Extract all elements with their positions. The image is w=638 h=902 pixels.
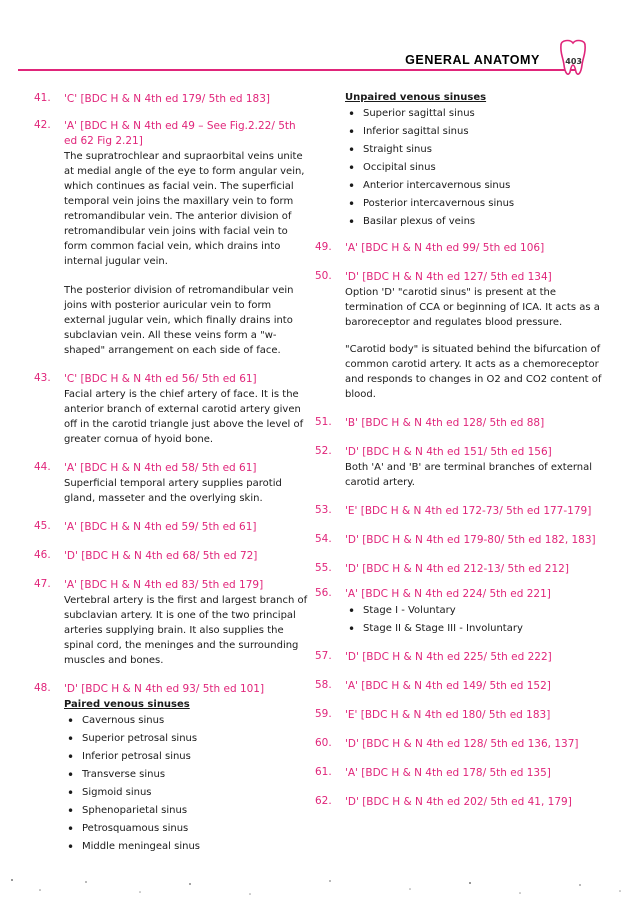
answer-reference: 'D' [BDC H & N 4th ed 212-13/ 5th ed 212] (345, 563, 569, 575)
explanation-text: "Carotid body" is situated behind the bifurcation of common carotid artery. It acts as a chemoreceptor and responds to changes in O2 and CO2 content of blood. (345, 344, 602, 400)
answer-reference: 'A' [BDC H & N 4th ed 99/ 5th ed 106] (345, 242, 545, 254)
list-item: • Straight sinus (345, 141, 615, 159)
answer-56 (315, 587, 615, 638)
answer-reference: 'D' [BDC H & N 4th ed 151/ 5th ed 156] (345, 446, 552, 458)
question-number: 62. (315, 795, 332, 807)
answer-46 (34, 549, 310, 564)
answer-reference: 'A' [BDC H & N 4th ed 58/ 5th ed 61] (64, 462, 257, 474)
list-item: • Posterior intercavernous sinus (345, 195, 615, 213)
explanation-text: The posterior division of retromandibular vein joins with posterior auricular vein to form external jugular vein, which finally drains into subclavian vein. All these veins form a "w-shaped" arrangement on each side of face. (64, 285, 294, 356)
list-item: • Inferior petrosal sinus (64, 748, 310, 766)
answer-reference: 'A' [BDC H & N 4th ed 83/ 5th ed 179] (64, 579, 264, 591)
question-number: 51. (315, 416, 332, 428)
answer-62 (315, 795, 615, 810)
question-number: 53. (315, 504, 332, 516)
list-item: • Basilar plexus of veins (345, 213, 615, 231)
answer-44 (34, 461, 310, 506)
answer-42 (34, 119, 310, 358)
question-number: 42. (34, 119, 51, 131)
unpaired-sinuses-list (345, 105, 615, 231)
answer-reference: 'A' [BDC H & N 4th ed 49 – See Fig.2.22/ 5th ed 62 Fig 2.21] (64, 120, 296, 147)
question-number: 41. (34, 92, 51, 104)
answer-reference: 'C' [BDC H & N 4th ed 56/ 5th ed 61] (64, 373, 257, 385)
answer-50 (315, 270, 615, 402)
question-number: 47. (34, 578, 51, 590)
explanation-text: Superficial temporal artery supplies parotid gland, masseter and the overlying skin. (64, 478, 282, 504)
list-item: • Stage II & Stage III - Involuntary (345, 620, 615, 638)
answer-45 (34, 520, 310, 535)
question-number: 49. (315, 241, 332, 253)
answer-reference: 'D' [BDC H & N 4th ed 128/ 5th ed 136, 137] (345, 738, 579, 750)
question-number: 61. (315, 766, 332, 778)
paired-sinuses-heading: Paired venous sinuses (64, 699, 190, 710)
answer-reference: 'A' [BDC H & N 4th ed 224/ 5th ed 221] (345, 588, 551, 600)
answer-49 (315, 241, 615, 256)
answer-60 (315, 737, 615, 752)
list-item: • Middle meningeal sinus (64, 838, 310, 856)
list-item: • Anterior intercavernous sinus (345, 177, 615, 195)
scan-speckles (0, 872, 638, 902)
question-number: 56. (315, 587, 332, 599)
list-item: • Occipital sinus (345, 159, 615, 177)
answer-reference: 'D' [BDC H & N 4th ed 68/ 5th ed 72] (64, 550, 258, 562)
explanation-text: Both 'A' and 'B' are terminal branches of external carotid artery. (345, 462, 593, 488)
answer-reference: 'D' [BDC H & N 4th ed 179-80/ 5th ed 182, 183] (345, 534, 596, 546)
right-column (315, 92, 615, 810)
answer-58 (315, 679, 615, 694)
answer-reference: 'C' [BDC H & N 4th ed 179/ 5th ed 183] (64, 93, 271, 105)
list-item: • Superior sagittal sinus (345, 105, 615, 123)
answer-reference: 'D' [BDC H & N 4th ed 202/ 5th ed 41, 179] (345, 796, 572, 808)
question-number: 55. (315, 562, 332, 574)
question-number: 58. (315, 679, 332, 691)
answer-59 (315, 708, 615, 723)
list-item: • Sigmoid sinus (64, 784, 310, 802)
answer-41 (34, 92, 310, 107)
question-number: 48. (34, 682, 51, 694)
question-number: 43. (34, 372, 51, 384)
answer-reference: 'B' [BDC H & N 4th ed 128/ 5th ed 88] (345, 417, 545, 429)
answer-reference: 'D' [BDC H & N 4th ed 225/ 5th ed 222] (345, 651, 552, 663)
page-header (18, 49, 590, 73)
answer-reference: 'A' [BDC H & N 4th ed 149/ 5th ed 152] (345, 680, 551, 692)
answer-reference: 'D' [BDC H & N 4th ed 93/ 5th ed 101] (64, 683, 265, 695)
answer-reference: 'E' [BDC H & N 4th ed 172-73/ 5th ed 177-179] (345, 505, 592, 517)
answer-51 (315, 416, 615, 431)
answer-reference: 'E' [BDC H & N 4th ed 180/ 5th ed 183] (345, 709, 551, 721)
list-item: • Stage I - Voluntary (345, 602, 615, 620)
paired-sinuses-list (64, 712, 310, 856)
list-item: • Inferior sagittal sinus (345, 123, 615, 141)
list-item: • Superior petrosal sinus (64, 730, 310, 748)
question-number: 52. (315, 445, 332, 457)
answer-reference: 'A' [BDC H & N 4th ed 59/ 5th ed 61] (64, 521, 257, 533)
answer-54 (315, 533, 615, 548)
answer-53 (315, 504, 615, 519)
question-number: 57. (315, 650, 332, 662)
answer-reference: 'A' [BDC H & N 4th ed 178/ 5th ed 135] (345, 767, 551, 779)
left-column (34, 92, 310, 856)
answer-57 (315, 650, 615, 665)
question-number: 46. (34, 549, 51, 561)
question-number: 45. (34, 520, 51, 532)
list-item: • Sphenoparietal sinus (64, 802, 310, 820)
list-item: • Petrosquamous sinus (64, 820, 310, 838)
question-number: 59. (315, 708, 332, 720)
explanation-text: The supratrochlear and supraorbital veins unite at medial angle of the eye to form angular vein, which continues as facial vein. The superficial temporal vein joins the maxillary vein to form retromandibular vein. The anterior division of retromandibular vein joins with facial vein to form common facial vein, which drains into internal jugular vein. (64, 151, 305, 267)
page-number: 403 (565, 57, 582, 66)
unpaired-sinuses-block (315, 90, 615, 231)
explanation-text: Option 'D' "carotid sinus" is present at the termination of CCA or beginning of ICA. It acts as a baroreceptor and regulates blood pressure. (345, 287, 600, 328)
answer-reference: 'D' [BDC H & N 4th ed 127/ 5th ed 134] (345, 271, 552, 283)
answer-61 (315, 766, 615, 781)
question-number: 54. (315, 533, 332, 545)
answer-47 (34, 578, 310, 668)
section-title: GENERAL ANATOMY (405, 53, 540, 67)
explanation-text: Facial artery is the chief artery of face. It is the anterior branch of external carotid artery given off in the carotid triangle just above the level of greater cornua of hyoid bone. (64, 389, 304, 445)
answer-48 (34, 682, 310, 856)
question-number: 60. (315, 737, 332, 749)
answer-43 (34, 372, 310, 447)
question-number: 44. (34, 461, 51, 473)
list-item: • Cavernous sinus (64, 712, 310, 730)
list-item: • Transverse sinus (64, 766, 310, 784)
answer-52 (315, 445, 615, 490)
header-rule (18, 69, 578, 71)
unpaired-sinuses-heading: Unpaired venous sinuses (345, 92, 487, 103)
answer-55 (315, 562, 615, 577)
explanation-text: Vertebral artery is the first and largest branch of subclavian artery. It is one of the two principal arteries supplying brain. It also supplies the spinal cord, the meninges and the surrounding muscles and bones. (64, 595, 308, 666)
swallowing-stages-list (345, 602, 615, 638)
question-number: 50. (315, 270, 332, 282)
